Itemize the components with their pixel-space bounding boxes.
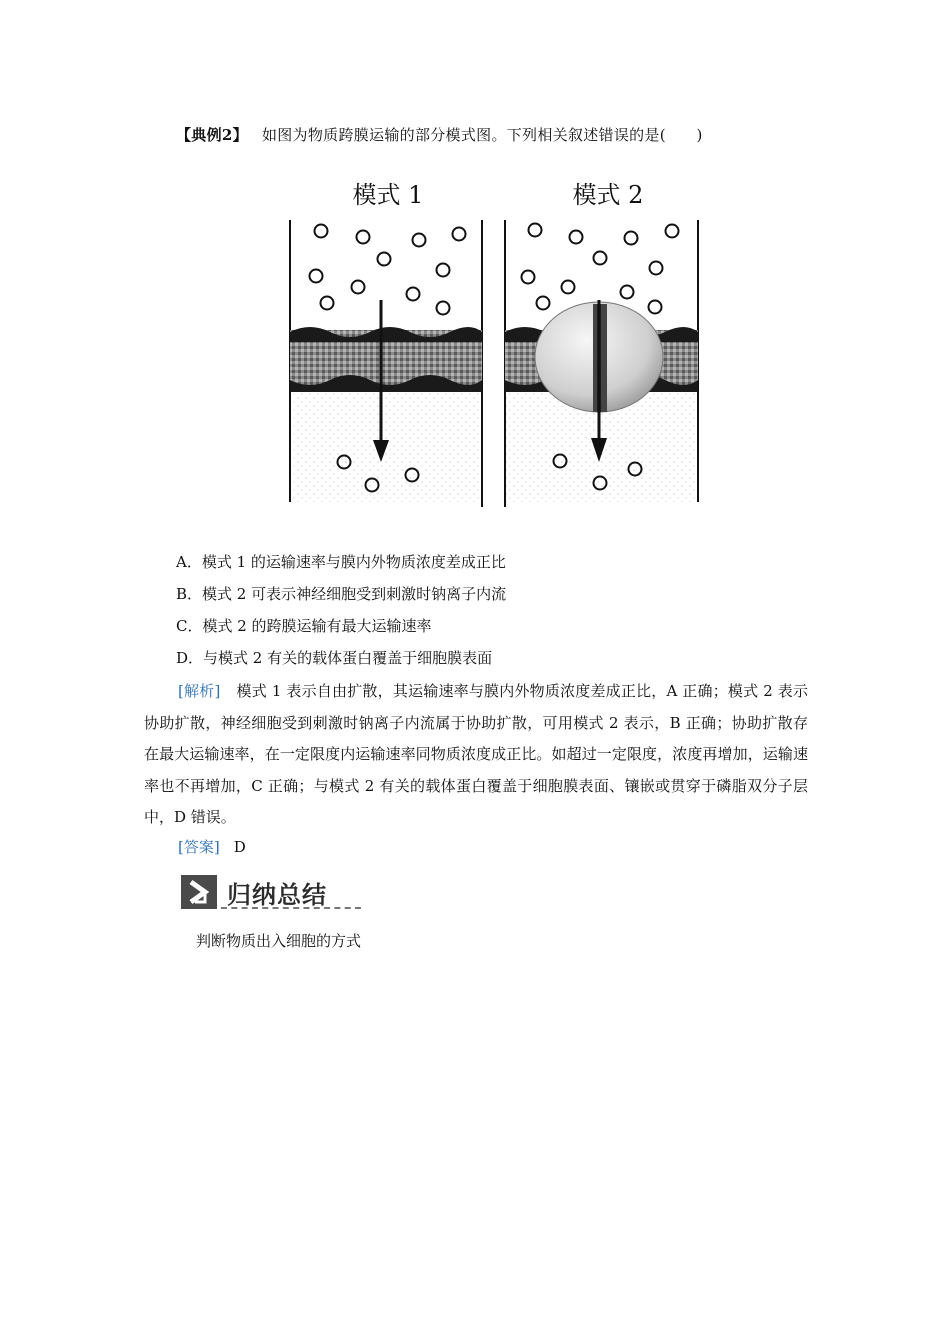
mode-1-label: 模式 1 — [352, 181, 424, 209]
options-list — [176, 551, 506, 679]
membrane-transport-figure — [280, 172, 710, 512]
analysis-paragraph — [144, 676, 808, 834]
option-c[interactable]: C．模式 2 的跨膜运输有最大运输速率 — [176, 617, 432, 635]
answer-line — [178, 836, 246, 857]
chevron-right-icon — [181, 875, 217, 909]
option-a[interactable]: A．模式 1 的运输速率与膜内外物质浓度差成正比 — [176, 553, 506, 571]
question-text: 如图为物质跨膜运输的部分模式图。下列相关叙述错误的是( ) — [261, 126, 703, 144]
answer-label: [答案] — [178, 838, 220, 856]
option-d[interactable]: D．与模式 2 有关的载体蛋白覆盖于细胞膜表面 — [176, 649, 493, 667]
mode-2-label: 模式 2 — [572, 181, 644, 209]
mode-2-panel — [505, 220, 698, 507]
heading-underline — [221, 907, 361, 909]
summary-title: 归纳总结 — [227, 881, 327, 909]
question-tag: 【典例2】 — [176, 126, 248, 144]
answer-value: D — [233, 838, 246, 856]
mode-1-panel — [290, 220, 482, 507]
question-title — [176, 124, 703, 145]
summary-heading — [181, 873, 365, 913]
summary-subtitle: 判断物质出入细胞的方式 — [196, 932, 362, 950]
analysis-label: [解析] — [178, 682, 221, 700]
option-b[interactable]: B．模式 2 可表示神经细胞受到刺激时钠离子内流 — [176, 585, 507, 603]
analysis-text: 模式 1 表示自由扩散，其运输速率与膜内外物质浓度差成正比，A 正确；模式 2 表示协助扩散，神经细胞受到刺激时钠离子内流属于协助扩散，可用模式 2 表示，B 正确；协助扩散存在最大运输速率，在一定限度内运输速率同物质浓度成正比。如超过一定限度，浓度再增加，运输速率也不再增加，C 正确；与模式 2 有关的载体蛋白覆盖于细胞膜表面、镶嵌或贯穿于磷脂双分子层中，D 错误。 — [144, 682, 808, 826]
